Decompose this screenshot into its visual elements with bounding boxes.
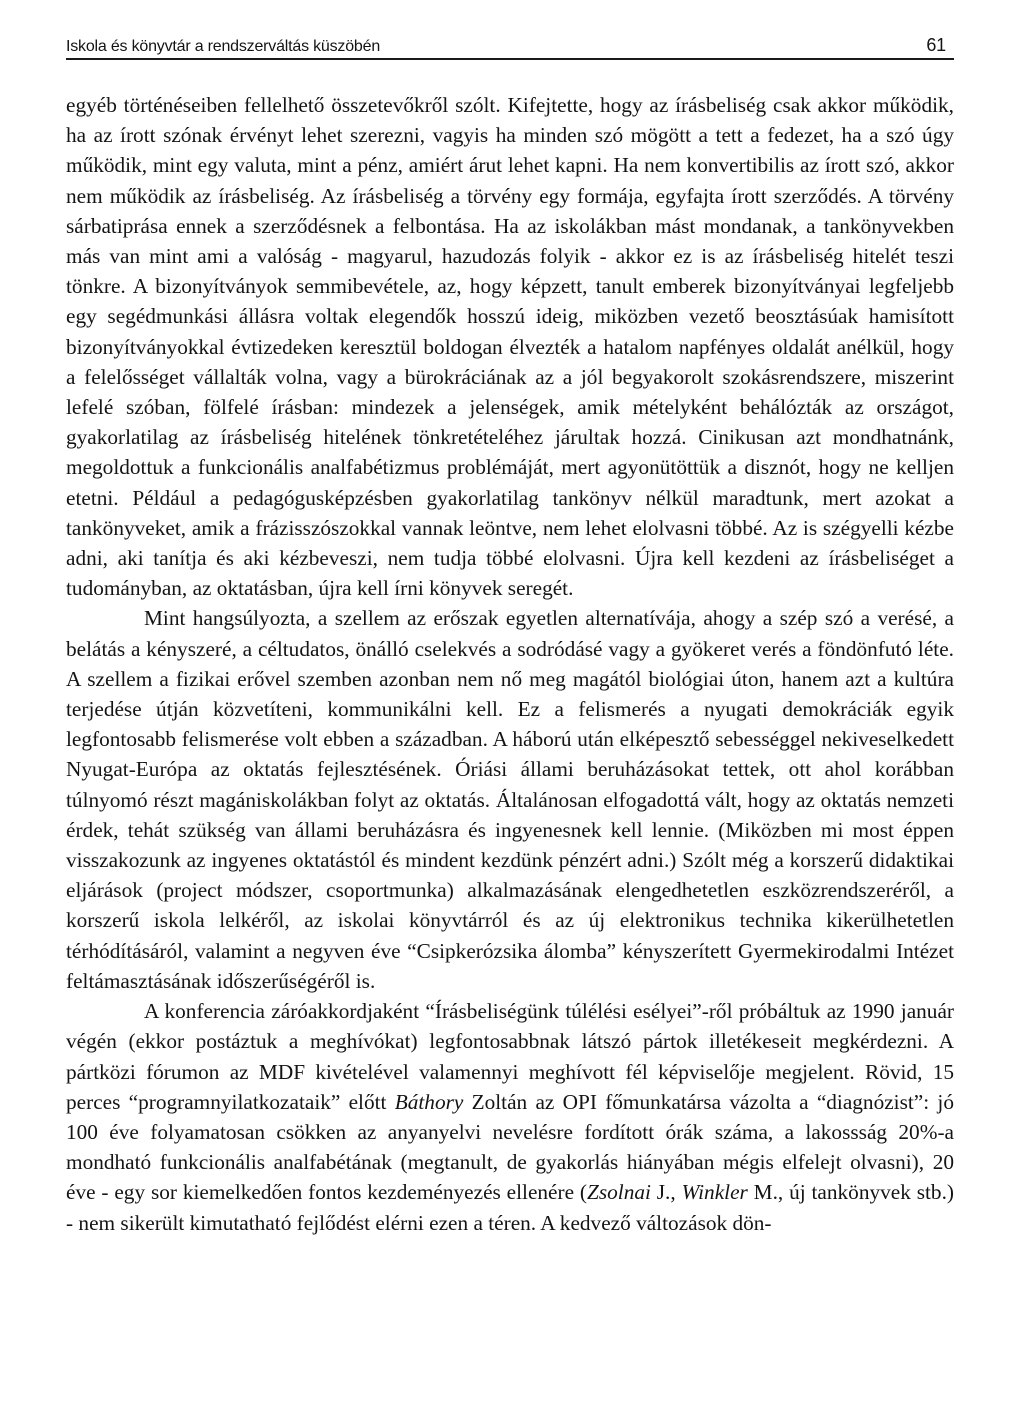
author-name-bathory: Báthory (394, 1089, 464, 1114)
running-title: Iskola és könyvtár a rendszerváltás küszöbén (66, 38, 381, 55)
body-text (66, 90, 954, 1238)
paragraph-3-text-4: M., új tankönyvek stb.) - nem sikerült kimutatható fejlődést elérni ezen a téren. A kedvező változások dön- (66, 1180, 954, 1235)
paragraph-3-text-1: A konferencia záróakkordjaként “Írásbeliségünk túlélési esélyei”-ről próbáltuk az 1990 január végén (ekkor postáztuk a meghívókat) legfontosabbnak látszó pártok illetékeseit megkérdezni. A pártközi fórumon az MDF kivételével valamennyi meghívott fél képviselője megjelent. Rövid, 15 perces “programnyilatkozataik” előtt (66, 999, 954, 1114)
running-header (66, 22, 954, 60)
paragraph-1: egyéb történéseiben fellelhető összetevőkről szólt. Kifejtette, hogy az írásbeliség csak akkor működik, ha az írott szónak érvényt lehet szerezni, vagyis ha minden szó mögött a tett a fedezet, ha a szó úgy működik, mint egy valuta, mint a pénz, amiért árut lehet kapni. Ha nem konvertibilis az írott szó, akkor nem működik az írásbeliség. Az írásbeliség a törvény egy formája, egyfajta írott szerződés. A törvény sárbatiprása ennek a szerződésnek a felbontása. Ha az iskolákban mást mondanak, a tankönyvekben más van mint ami a valóság - magyarul, hazudozás folyik - akkor ez is az írásbeliség hitelét teszi tönkre. A bizonyítványok semmibevétele, az, hogy képzett, tanult emberek bizonyítványai legfeljebb egy segédmunkási állásra voltak elegendők hosszú ideig, miközben vezető beosztásúak hamisított bizonyítványokkal évtizedeken keresztül boldogan élvezték a hatalom napfényes oldalát anélkül, hogy a felelősséget vállalták volna, vagy a bürokráciának az a jól begyakorolt szokásrendszere, miszerint lefelé szóban, fölfelé írásban: mindezek a jelenségek, amik mételyként behálózták az országot, gyakorlatilag az írásbeliség hitelének tönkretételéhez járultak hozzá. Cinikusan azt mondhatnánk, megoldottuk a funkcionális analfabétizmus problémáját, mert agyonütöttük a disznót, hogy ne kelljen etetni. Például a pedagógusképzésben gyakorlatilag tankönyv nélkül maradtunk, mert azokat a tankönyveket, amik a frázisszószokkal vannak leöntve, nem lehet elolvasni többé. Az is szégyelli kézbe adni, aki tanítja és aki kézbeveszi, nem tudja többé elolvasni. Újra kell kezdeni az írásbeliséget a tudományban, az oktatásban, újra kell írni könyvek seregét. (66, 93, 954, 601)
paragraph-3 (66, 996, 954, 1238)
document-page (66, 22, 954, 1238)
paragraph-2: Mint hangsúlyozta, a szellem az erőszak egyetlen alternatívája, ahogy a szép szó a verésé, a belátás a kényszeré, a céltudatos, önálló cselekvés a sodródásé vagy a gyökeret verés a föndönfutó léte. A szellem a fizikai erővel szemben azonban nem nő meg magától biológiai úton, hanem azt a kultúra terjedése útján közvetíteni, kommunikálni kell. Ez a felismerés a nyugati demokráciák egyik legfontosabb felismerése volt ebben a században. A háború után elképesztő sebességgel nekiveselkedett Nyugat-Európa az oktatás fejlesztésének. Óriási állami beruházásokat tettek, ott ahol korábban túlnyomó részt magániskolákban folyt az oktatás. Általánosan elfogadottá vált, hogy az oktatás nemzeti érdek, tehát szükség van állami beruházásra és ingyenesnek kell lennie. (Miközben mi most éppen visszakozunk az ingyenes oktatástól és mindent kezdünk pénzért adni.) Szólt még a korszerű didaktikai eljárások (project módszer, csoportmunka) alkalmazásának elengedhetetlen eszközrendszeréről, a korszerű iskola lelkéről, az iskolai könyvtárról és az új elektronikus technika kikerülhetetlen térhódításáról, valamint a negyven éve “Csipkerózsika álomba” kényszerített Gyermekirodalmi Intézet feltámasztásának időszerűségéről is. (66, 606, 954, 993)
page-number: 61 (926, 35, 946, 55)
paragraph-3-text-3: J., (650, 1180, 682, 1205)
paragraph-3-text-2: Zoltán az OPI főmunkatársa vázolta a “diagnózist”: jó 100 éve folyamatosan csökken az anyanyelvi nevelésre fordított órák száma, a lakossság 20%-a mondható funkcionális analfabétának (megtanult, de gyakorlás hiányában mégis elfelejt olvasni), 20 éve - egy sor kiemelkedően fontos kezdeményezés ellenére ( (66, 1089, 955, 1205)
author-name-zsolnai: Zsolnai (587, 1180, 651, 1205)
author-name-winkler: Winkler (681, 1180, 748, 1205)
